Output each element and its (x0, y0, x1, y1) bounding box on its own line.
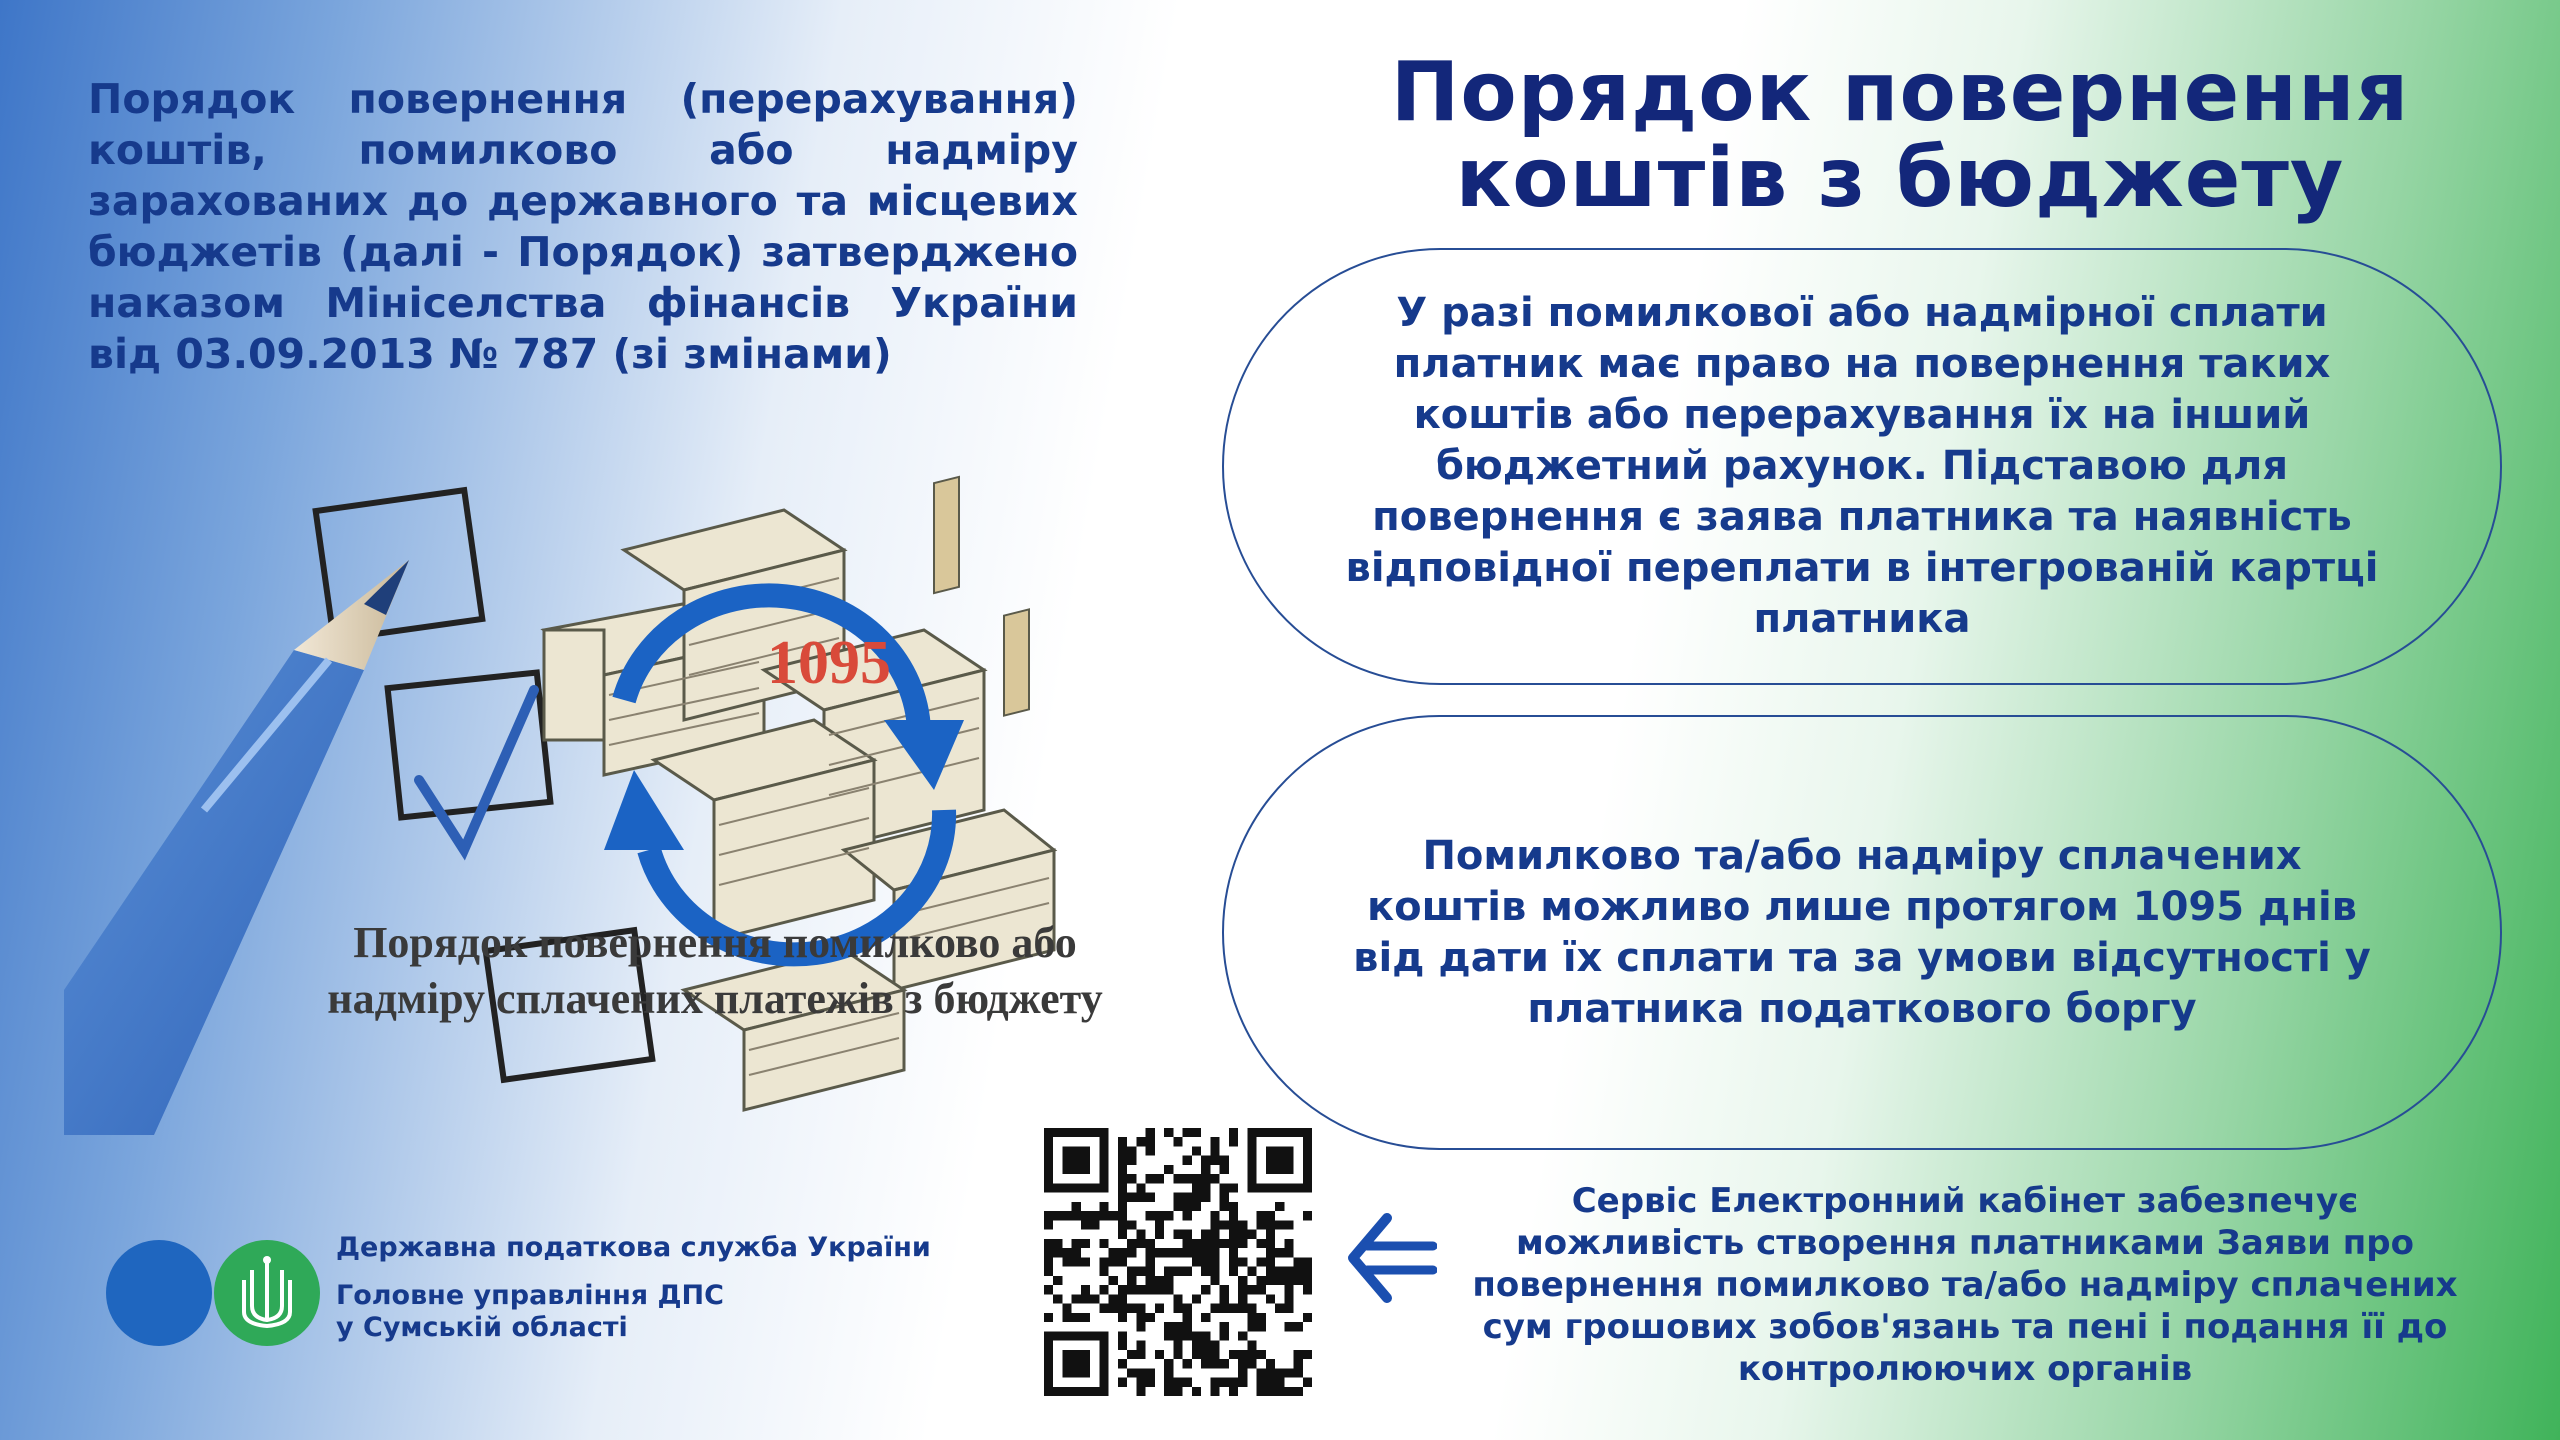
caption-line-2: надміру сплачених платежів з бюджету (327, 974, 1103, 1023)
organization-unit-line-1: Головне управління ДПС (336, 1280, 724, 1311)
headline-line-2: коштів з бюджету (1455, 131, 2345, 226)
illustration (64, 430, 1194, 1135)
cycle-arrow-head-left (604, 770, 684, 850)
decree-text: Порядок повернення (перерахування) коштів, помилково або надміру зарахованих до державного та місцевих бюджетів (далі - Порядок) затверджено наказом Мініселства фінансів України від 03.09.2013 № 787 (зі змінами) (88, 75, 1078, 378)
info-box-refund-term-text: Помилково та/або надміру сплачених коштів можливо лише протягом 1095 днів від дати їх сплати та за умови відсутності у платника податкового боргу (1353, 832, 2371, 1032)
service-text: Сервіс Електронний кабінет забезпечує можливість створення платниками Заяви про повернення помилково та/або надміру сплачених сум грошових зобов'язань та пені і подання її до контролюючих органів (1472, 1181, 2458, 1389)
illustration-caption (250, 915, 1180, 1027)
headline (1330, 45, 2470, 226)
pencil-icon (64, 560, 409, 1135)
caption-line-1: Порядок повернення помилково або (353, 918, 1077, 967)
organization-name: Державна податкова служба України (336, 1232, 931, 1263)
arrow-left-icon (1345, 1208, 1437, 1308)
qr-code-icon (1044, 1128, 1312, 1396)
info-box-refund-term (1222, 715, 2502, 1150)
trident-icon (214, 1240, 320, 1346)
logo-blue-circle (106, 1240, 212, 1346)
info-box-refund-right-text: У разі помилкової або надмірної сплати платник має право на повернення таких коштів або перерахування їх на інший бюджетний рахунок. Підставою для повернення є заява платника та наявність відповідної переплати в інтегрованій картці платника (1345, 290, 2379, 642)
illustration-number: 1095 (767, 629, 891, 697)
info-box-refund-right (1222, 248, 2502, 685)
organization-unit-line-2: у Сумській області (336, 1312, 628, 1343)
check-mark-icon (419, 690, 534, 850)
organization-unit (336, 1280, 976, 1344)
headline-line-1: Порядок повернення (1390, 45, 2410, 140)
